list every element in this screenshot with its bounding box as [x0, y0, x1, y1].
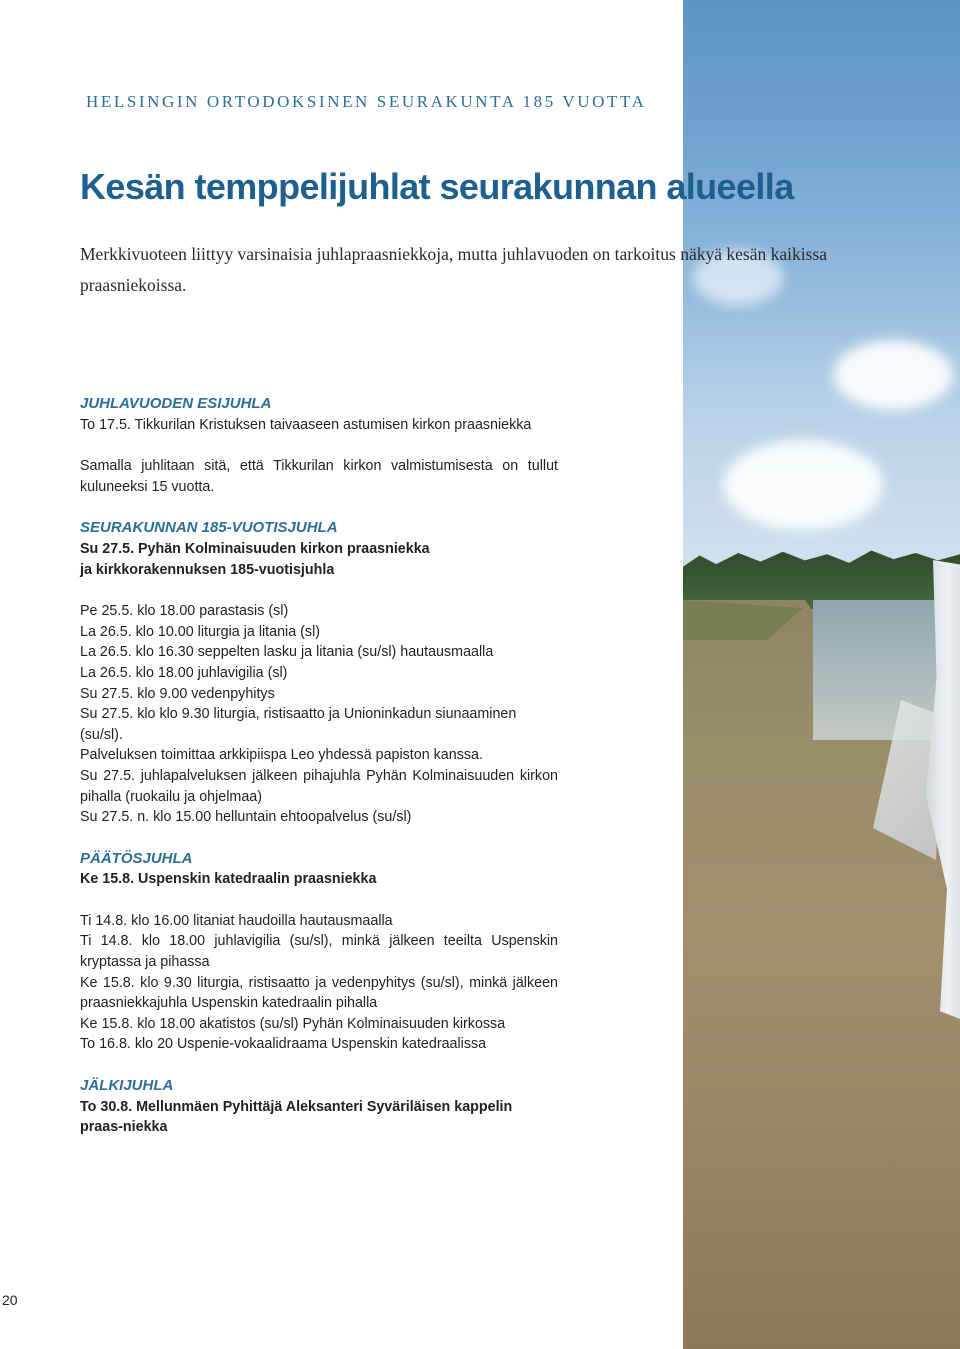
article-body [80, 394, 558, 1138]
section-heading-esijuhla: JUHLAVUODEN ESIJUHLA [80, 395, 272, 412]
schedule-item: La 26.5. klo 16.30 seppelten lasku ja litania (su/sl) hautausmaalla [80, 644, 494, 661]
photo-cloud [723, 440, 883, 530]
section-heading-vuotisjuhla: SEURAKUNNAN 185-VUOTISJUHLA [80, 519, 338, 537]
running-head: HELSINGIN ORTODOKSINEN SEURAKUNTA 185 VUOTTA [86, 92, 647, 111]
schedule-item: Palveluksen toimittaa arkkipiispa Leo yhdessä papiston kanssa. [80, 747, 483, 764]
schedule-item: Su 27.5. klo klo 9.30 liturgia, ristisaatto ja Unioninkadun siunaaminen (su/sl). [80, 706, 517, 743]
photo-cloud [833, 340, 953, 410]
schedule-item: La 26.5. klo 18.00 juhlavigilia (sl) [80, 664, 288, 681]
schedule-item: To 16.8. klo 20 Uspenie-vokaalidraama Uspenskin katedraalissa [80, 1036, 487, 1053]
event-line: ja kirkkorakennuksen 185-vuotisjuhla [80, 561, 335, 578]
schedule-item: Su 27.5. klo 9.00 vedenpyhitys [80, 685, 275, 702]
schedule-item: Ti 14.8. klo 16.00 litaniat haudoilla hautausmaalla [80, 912, 393, 929]
event-line: To 17.5. Tikkurilan Kristuksen taivaaseen astumisen kirkon praasniekka [80, 416, 532, 433]
event-line: To 30.8. Mellunmäen Pyhittäjä Aleksanteri Syväriläisen kappelin praas-niekka [80, 1098, 513, 1136]
page-number: 20 [2, 1292, 18, 1308]
event-line: Ke 15.8. Uspenskin katedraalin praasniekka [80, 871, 377, 888]
lead-paragraph: Merkkivuoteen liittyy varsinaisia juhlapraasniekkoja, mutta juhlavuoden on tarkoitus näkyä kesän kaikissa praasniekoissa. [80, 244, 827, 295]
schedule-item: Pe 25.5. klo 18.00 parastasis (sl) [80, 603, 289, 620]
section-heading-paatosjuhla: PÄÄTÖSJUHLA [80, 849, 193, 867]
schedule-item: Ke 15.8. klo 9.30 liturgia, ristisaatto ja vedenpyhitys (su/sl), minkä jälkeen praasniekkajuhla Uspenskin katedraalin pihalla [80, 974, 558, 1012]
page-title: Kesän temppelijuhlat seurakunnan alueella [80, 166, 794, 207]
section-heading-jalkijuhla: JÄLKIJUHLA [80, 1077, 174, 1095]
schedule-item: Ke 15.8. klo 18.00 akatistos (su/sl) Pyhän Kolminaisuuden kirkossa [80, 1015, 506, 1032]
event-line: Su 27.5. Pyhän Kolminaisuuden kirkon praasniekka [80, 540, 430, 557]
event-note: Samalla juhlitaan sitä, että Tikkurilan kirkon valmistumisesta on tullut kuluneeksi 15 vuotta. [80, 458, 558, 495]
schedule-item: Su 27.5. n. klo 15.00 helluntain ehtoopalvelus (su/sl) [80, 809, 412, 826]
schedule-item: La 26.5. klo 10.00 liturgia ja litania (sl) [80, 623, 321, 640]
schedule-item: Su 27.5. juhlapalveluksen jälkeen pihajuhla Pyhän Kolminaisuuden kirkon pihalla (ruokailu ja ohjelmaa) [80, 767, 558, 805]
schedule-item: Ti 14.8. klo 18.00 juhlavigilia (su/sl), minkä jälkeen teeilta Uspenskin kryptassa ja pihassa [80, 933, 558, 971]
